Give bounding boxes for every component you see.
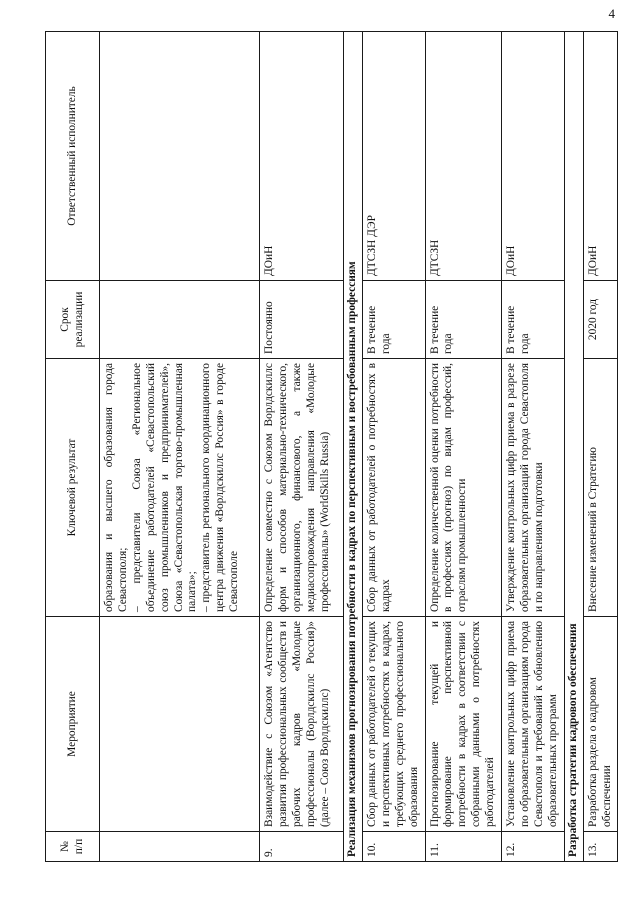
- continued-result-cell: [100, 359, 260, 617]
- row13-responsible: ДОиН: [583, 32, 618, 281]
- row11-num: 11.: [425, 832, 502, 862]
- continued-result-line-2: – представители Союза «Региональное объединение работодателей «Севастопольский союз промышленников и предпринимателей», Союза «Севастопольская торгово-промышленная палата»;: [130, 363, 199, 612]
- row12-num: 12.: [502, 832, 565, 862]
- row10-event: Сбор данных от работодателей о текущих и перспективных потребностях в кадрах, требующих среднего профессионального образования: [362, 617, 425, 832]
- table-row-10: [362, 32, 425, 862]
- continued-result-line-3: – представитель регионального координационного центра движения «Ворлдскиллс Россия» в городе Севастополе: [200, 363, 241, 612]
- row9-event: Взаимодействие с Союзом «Агентство развития профессиональных сообществ и рабочих кадров «Молодые профессионалы (Ворлдскиллс Россия)» (далее – Союз Ворлдскиллс): [260, 617, 344, 832]
- row10-num: 10.: [362, 832, 425, 862]
- row12-event: Установление контрольных цифр приема по образовательным организациям города Севастополя и требований к обновлению образовательных программ: [502, 617, 565, 832]
- row9-result: Определение совместно с Союзом Ворлдскиллс форм и способов материально-технического, организационного, финансового, а также медиасопровождения направления «Молодые профессионалы» (WorldSkills Russia): [260, 359, 344, 617]
- row12-responsible: ДОиН: [502, 32, 565, 281]
- table-row-13: [583, 32, 618, 862]
- row11-result: Определение количественной оценки потребности в профессиях (прогноз) по видам профессий, отраслям промышленности: [425, 359, 502, 617]
- table-row-12: [502, 32, 565, 862]
- row9-responsible: ДОиН: [260, 32, 344, 281]
- row13-term: 2020 год: [583, 281, 618, 359]
- section-forecasting-title: Реализация механизмов прогнозирования потребности в кадрах по перспективным и востребованным профессиям: [344, 32, 363, 862]
- page-number: 4: [608, 6, 615, 21]
- header-term: Срок реализации: [46, 281, 100, 359]
- row12-term: В течение года: [502, 281, 565, 359]
- row13-num: 13.: [583, 832, 618, 862]
- header-event: Мероприятие: [46, 617, 100, 832]
- section-strategy: [564, 32, 583, 862]
- table-row-continued: [100, 32, 260, 862]
- header-num: № п/п: [46, 832, 100, 862]
- continued-event-cell: [100, 617, 260, 832]
- rotated-table-wrapper: [45, 32, 613, 862]
- section-strategy-title: Разработка стратегии кадрового обеспечения: [564, 32, 583, 862]
- table-row-11: [425, 32, 502, 862]
- action-plan-table: [45, 31, 618, 862]
- row11-term: В течение года: [425, 281, 502, 359]
- row11-responsible: ДТСЗН: [425, 32, 502, 281]
- row9-num: 9.: [260, 832, 344, 862]
- header-result: Ключевой результат: [46, 359, 100, 617]
- section-forecasting: [344, 32, 363, 862]
- row13-result: Внесение изменений в Стратегию: [583, 359, 618, 617]
- table-row-9: [260, 32, 344, 862]
- row11-event: Прогнозирование текущей и формирование перспективной потребности в кадрах в соответствии с собранными данными о потребностях работодателей: [425, 617, 502, 832]
- row12-result: Утверждение контрольных цифр приема в разрезе образовательных организаций города Севастополя и по направлениям подготовки: [502, 359, 565, 617]
- continued-term-cell: [100, 281, 260, 359]
- continued-num-cell: [100, 832, 260, 862]
- header-row: [46, 32, 100, 862]
- row10-responsible: ДТСЗН ДЭР: [362, 32, 425, 281]
- continued-result-line-1: образования и высшего образования города Севастополя;: [103, 363, 129, 612]
- row10-result: Сбор данных от работодателей о потребностях в кадрах: [362, 359, 425, 617]
- row9-term: Постоянно: [260, 281, 344, 359]
- header-responsible: Ответственный исполнитель: [46, 32, 100, 281]
- continued-responsible-cell: [100, 32, 260, 281]
- row10-term: В течение года: [362, 281, 425, 359]
- row13-event: Разработка раздела о кадровом обеспечении: [583, 617, 618, 832]
